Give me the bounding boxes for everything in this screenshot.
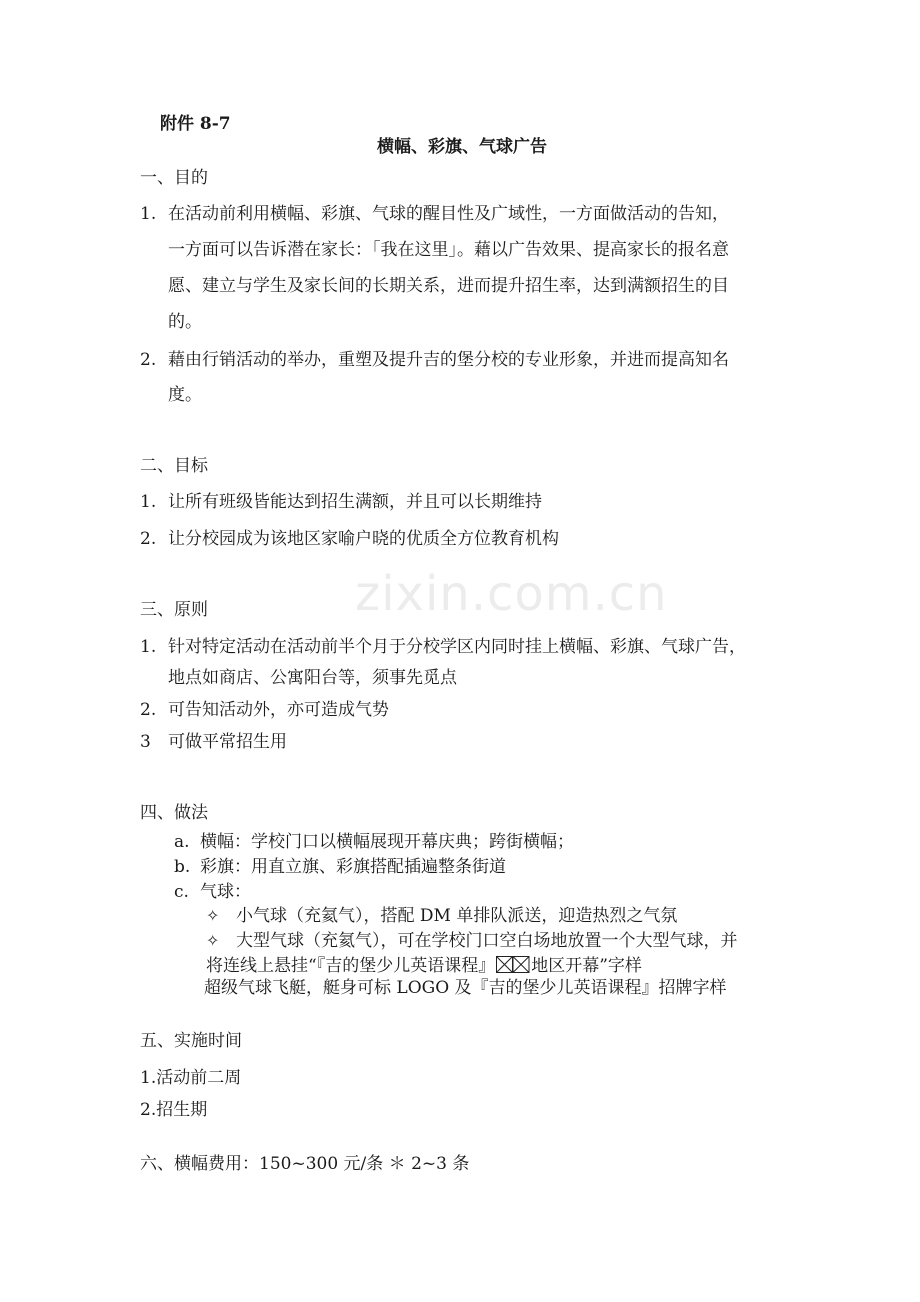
- section-heading-methods: 四、做法: [140, 803, 208, 823]
- diamond-bullet-icon: ✧: [206, 906, 220, 925]
- list-item: 让分校园成为该地区家喻户晓的优质全方位教育机构: [168, 529, 559, 549]
- list-item: 气球：: [200, 882, 251, 902]
- section-heading-goals: 二、目标: [140, 456, 208, 476]
- list-letter: b.: [174, 857, 191, 877]
- list-item: 1.活动前二周: [140, 1068, 242, 1088]
- list-item: 2.招生期: [140, 1100, 208, 1120]
- list-item: 横幅：学校门口以横幅展现开幕庆典；跨街横幅；: [200, 832, 574, 852]
- list-item: 可做平常招生用: [168, 732, 287, 752]
- sub-list-item-line: [206, 956, 642, 975]
- list-letter: c.: [174, 882, 189, 902]
- list-item-line: 针对特定活动在活动前半个月于分校学区内同时挂上横幅、彩旗、气球广告，: [168, 637, 746, 657]
- list-number: 1.: [140, 637, 157, 657]
- list-item-line: 藉由行销活动的举办，重塑及提升吉的堡分校的专业形象，并进而提高知名: [168, 350, 729, 370]
- attachment-label: 附件 8-7: [160, 114, 231, 134]
- diamond-bullet-icon: ✧: [206, 931, 220, 950]
- list-number: 2.: [140, 350, 157, 370]
- list-item: 彩旗：用直立旗、彩旗搭配插遍整条街道: [200, 857, 506, 877]
- list-item: 让所有班级皆能达到招生满额，并且可以长期维持: [168, 492, 542, 512]
- list-item-line: 愿、建立与学生及家长间的长期关系，进而提升招生率，达到满额招生的目: [168, 276, 729, 296]
- section-heading-purpose: 一、目的: [140, 168, 208, 188]
- section-heading-principles: 三、原则: [140, 600, 208, 620]
- list-letter: a.: [174, 832, 190, 852]
- watermark: zixin.com.cn: [355, 566, 668, 622]
- sub-list-item: 超级气球飞艇，艇身可标 LOGO 及『吉的堡少儿英语课程』招牌字样: [204, 978, 727, 998]
- sub-list-item-line: 大型气球（充氦气），可在学校门口空白场地放置一个大型气球，并: [236, 931, 738, 951]
- list-number: 2.: [140, 529, 157, 549]
- sub-list-item: 小气球（充氦气），搭配 DM 单排队派送，迎造热烈之气氛: [236, 906, 678, 926]
- list-item-line: 的。: [168, 312, 202, 332]
- list-number: 1.: [140, 204, 157, 224]
- list-item-line: 在活动前利用横幅、彩旗、气球的醒目性及广域性，一方面做活动的告知，: [168, 204, 729, 224]
- section-heading-schedule: 五、实施时间: [140, 1031, 242, 1051]
- sub-list-text: 将连线上悬挂“『吉的堡少儿英语课程』: [206, 956, 496, 976]
- sub-list-text: 地区开幕”字样: [531, 956, 642, 976]
- list-number: 3: [140, 732, 151, 752]
- document-title: 横幅、彩旗、气球广告: [377, 137, 547, 157]
- list-item: 可告知活动外，亦可造成气势: [168, 700, 389, 720]
- cross-mark-icon: [496, 956, 530, 973]
- list-number: 1.: [140, 492, 157, 512]
- list-item-line: 一方面可以告诉潜在家长：「我在这里」。藉以广告效果、提高家长的报名意: [168, 240, 729, 260]
- list-number: 2.: [140, 700, 157, 720]
- list-item-line: 地点如商店、公寓阳台等，须事先觅点: [168, 668, 457, 688]
- list-item-line: 度。: [168, 385, 202, 405]
- section-heading-cost: 六、横幅费用：150~300 元/条 ＊ 2~3 条: [140, 1154, 470, 1174]
